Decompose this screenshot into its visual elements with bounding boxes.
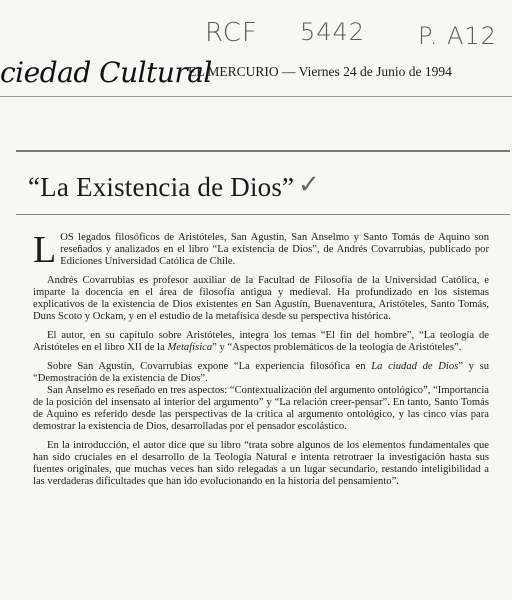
paragraph-4: [33, 361, 489, 385]
paragraph-1-text: OS legados filosóficos de Aristóteles, San Agustín, San Anselmo y Santo Tomás de Aquino son reseñados y analizados en el libro “La existencia de Dios”, de Andrés Covarrubias, publicado por Ediciones Universidad Católica de Chile.: [60, 232, 489, 267]
paragraph-2: Andrés Covarrubias es profesor auxiliar de la Facultad de Filosofía de la Universidad Católica, e imparte la docencia en el área de filosofía antigua y medieval. Ha profundizado en los sistemas explicativos de la existencia de Dios existentes en San Agustín, Buenaventura, Aristóteles, Santo Tomás, Duns Scoto y Ockam, y en el estudio de la metafísica desde su perspectiva histórica.: [33, 275, 489, 322]
headline-rule-bottom: [16, 214, 510, 215]
dateline: EL MERCURIO — Viernes 24 de Junio de 1994: [188, 64, 452, 79]
checkmark-annotation: ✓: [298, 170, 320, 200]
drop-cap: L: [33, 229, 57, 271]
paragraph-4-em: La ciudad de Dios: [371, 361, 459, 372]
paragraph-1: [33, 229, 489, 271]
article: [0, 150, 512, 600]
paragraph-5: San Anselmo es reseñado en tres aspectos: “Contextualización del argumento ontológico”, “Importancia de la posición del insensato al interior del argumento” y “La relación creer-pensar”. En tanto, Santo Tomás de Aquino es referido desde las perspectivas de la crítica al argumento ontológico, y las cinco vías para demostrar la existencia de Dios, desarrolladas por el pensador escolástico.: [33, 385, 489, 432]
paragraph-4-a: Sobre San Agustín, Covarrubias expone “La experiencia filosófica en: [47, 361, 372, 372]
headline: “La Existencia de Dios”: [28, 172, 295, 202]
masthead-rule: [0, 96, 512, 97]
handwritten-code: RCF: [205, 18, 258, 48]
paragraph-3-b: ” y “Aspectos problemáticos de la teología de Aristóteles”.: [212, 342, 462, 353]
handwritten-number: 5442: [300, 18, 366, 46]
paragraph-3-a: El autor, en su capítulo sobre Aristóteles, integra los temas “El fin del hombre”, “La teología de Aristóteles en el libro XII de la: [33, 330, 489, 353]
section-logo: ciedad Cultural: [0, 56, 212, 89]
paragraph-3: [33, 330, 489, 354]
paragraph-3-em: Metafísica: [167, 342, 213, 353]
article-body: [33, 229, 490, 495]
masthead: [0, 52, 512, 98]
handwritten-page: P. A12: [418, 22, 497, 50]
paragraph-4-b: ” y su “Demostración de la existencia de Dios”.: [33, 361, 490, 384]
paragraph-6: En la introducción, el autor dice que su libro “trata sobre algunos de los elementos fundamentales que han sido cruciales en el desarrollo de la Teología Natural e intenta retrotraer la investigación hasta sus fuentes originales, que muchas veces han sido relegadas a un lugar secundario, restando inteligibilidad a las verdaderas dificultades que han ido evolucionando en la historia del pensamiento”.: [33, 440, 489, 487]
headline-rule-top: [16, 150, 510, 152]
